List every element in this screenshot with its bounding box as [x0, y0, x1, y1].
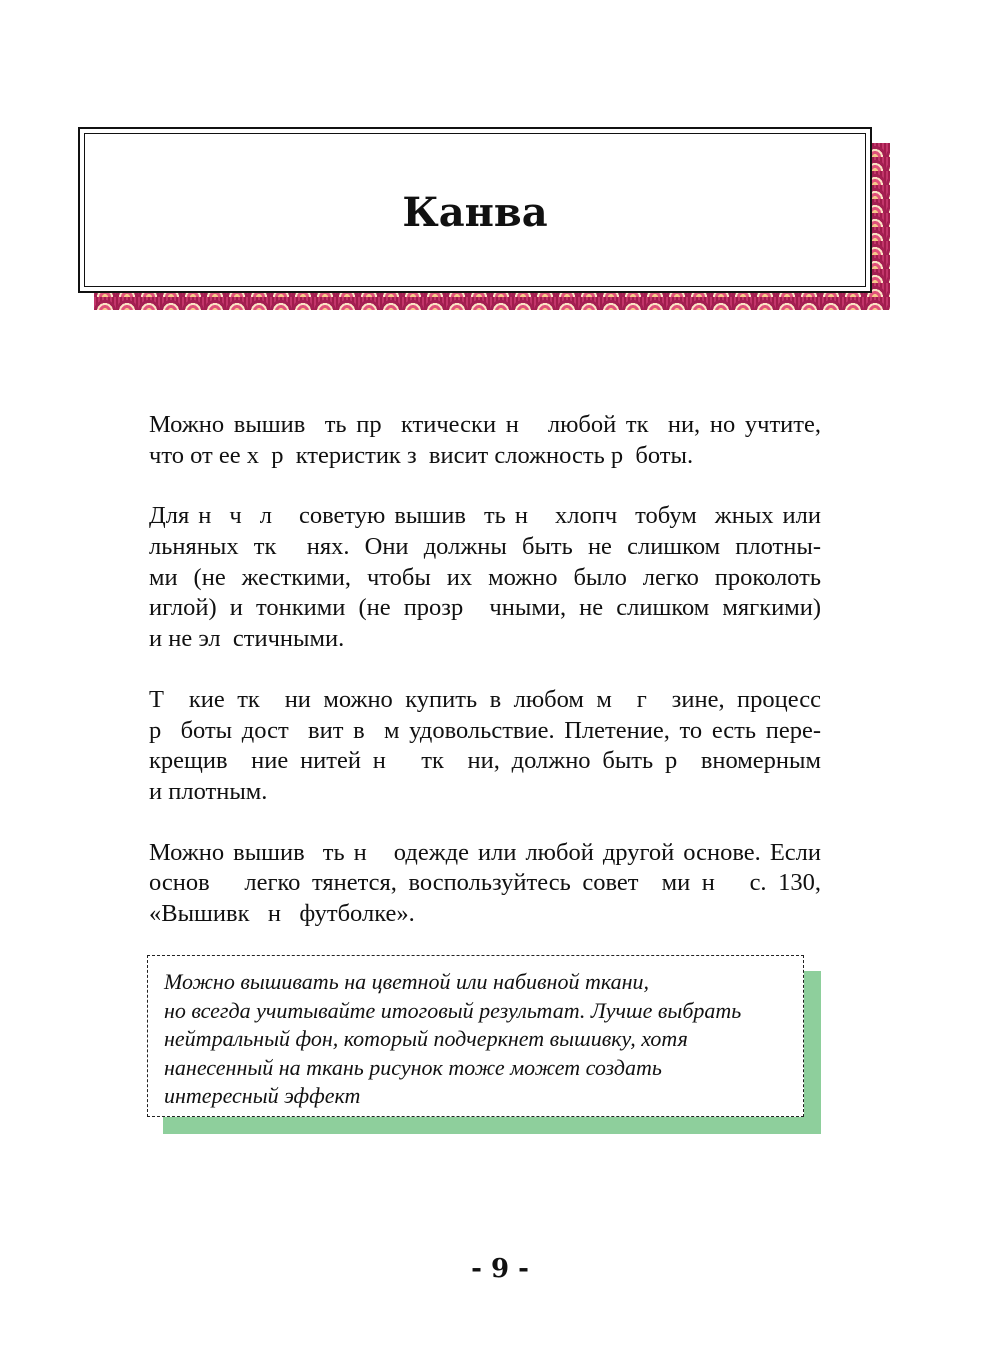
note-line: нейтральный фон, который подчеркнет вышивку, хотя — [164, 1026, 688, 1051]
paragraph-line: Для н ч л советую вышив ть н хлопч тобум жных или — [149, 502, 821, 530]
paragraph-line: «Вышивк н футболке». — [149, 899, 415, 927]
paragraph — [149, 838, 821, 930]
paragraph — [149, 410, 821, 471]
note-line: Можно вышивать на цветной или набивной ткани, — [164, 969, 650, 994]
paragraph-line: Можно вышив ть н одежде или любой другой основе. Если — [149, 838, 821, 866]
paragraph-line: р боты дост вит в м удовольствие. Плетение, то есть пере- — [149, 716, 821, 744]
page-title: Канва — [402, 189, 548, 236]
paragraph-line: Можно вышив ть пр ктически н любой тк ни, но учтите, — [149, 411, 821, 438]
paragraph-line: Т кие тк ни можно купить в любом м г зине, процесс — [149, 685, 821, 713]
paragraph-line: и плотным. — [149, 777, 268, 805]
paragraph-line: иглой) и тонкими (не прозр чными, не слишком мягкими) — [149, 594, 821, 622]
note-line: нанесенный на ткань рисунок тоже может создать — [164, 1054, 662, 1080]
paragraph-line: основ легко тянется, воспользуйтесь совет ми н с. 130, — [149, 869, 821, 897]
paragraph-line: крещив ние нитей н тк ни, должно быть р вномерным — [149, 747, 821, 775]
note-line: интересный эффект — [164, 1083, 361, 1108]
paragraph — [149, 685, 821, 808]
paragraph-line: ми (не жесткими, чтобы их можно было легко проколоть — [149, 563, 821, 591]
title-box — [78, 127, 872, 293]
note-box — [147, 955, 804, 1117]
paragraph-line: и не эл стичными. — [149, 625, 345, 653]
note-line: но всегда учитывайте итоговый результат. Лучше выбрать — [164, 997, 742, 1023]
body-text — [149, 410, 821, 960]
paragraph-line: льняных тк нях. Они должны быть не слишком плотны- — [149, 533, 821, 561]
paragraph-line: что от ее х р ктеристик з висит сложность р боты. — [149, 441, 694, 469]
page-number: - 9 - — [471, 1254, 529, 1284]
paragraph — [149, 501, 821, 654]
